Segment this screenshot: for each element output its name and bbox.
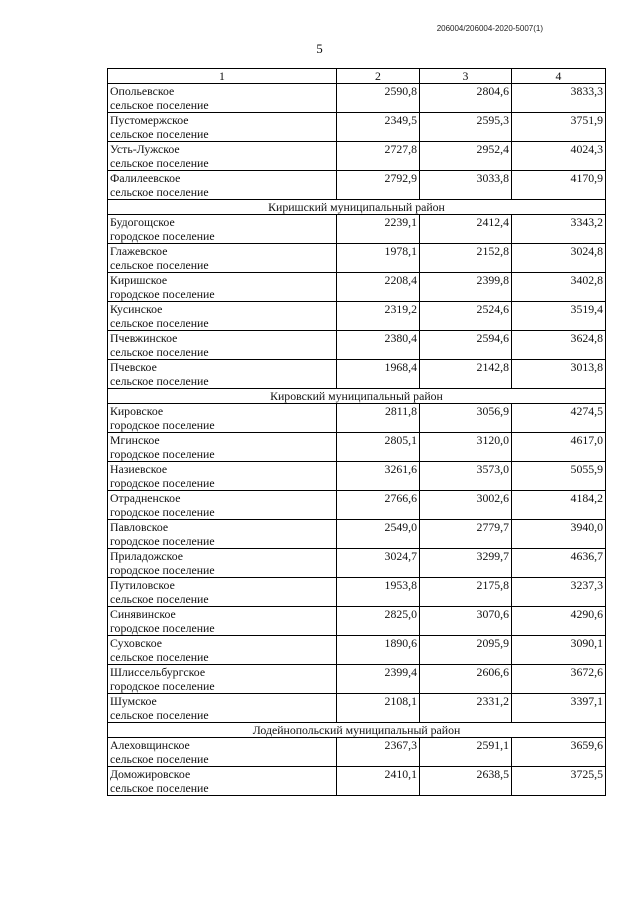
value-cell-col3: 3573,0 (420, 462, 512, 491)
table-row (108, 636, 606, 665)
settlement-name-cell (108, 142, 337, 171)
settlement-type: городское поселение (110, 534, 215, 548)
value-cell-col2: 2549,0 (337, 520, 420, 549)
settlement-name-cell (108, 302, 337, 331)
settlement-type: городское поселение (110, 229, 215, 243)
settlement-name: Приладожское (110, 549, 184, 563)
settlement-name-cell (108, 331, 337, 360)
value-cell-col3: 2591,1 (420, 738, 512, 767)
settlement-name: Отрадненское (110, 491, 181, 505)
settlement-name: Фалилеевское (110, 171, 181, 185)
settlement-name: Пчевжинское (110, 331, 178, 345)
table-row (108, 360, 606, 389)
value-cell-col3: 3299,7 (420, 549, 512, 578)
value-cell-col2: 2792,9 (337, 171, 420, 200)
value-cell-col3: 3033,8 (420, 171, 512, 200)
table-row (108, 404, 606, 433)
value-cell-col2: 2811,8 (337, 404, 420, 433)
settlement-type: сельское поселение (110, 127, 209, 141)
table-row (108, 520, 606, 549)
page-number: 5 (316, 41, 323, 56)
table-row (108, 462, 606, 491)
value-cell-col3: 2331,2 (420, 694, 512, 723)
value-cell-col3: 2594,6 (420, 331, 512, 360)
document-id: 206004/206004-2020-5007(1) (436, 24, 543, 33)
value-cell-col4: 4024,3 (512, 142, 606, 171)
table-row (108, 142, 606, 171)
value-cell-col4: 3237,3 (512, 578, 606, 607)
settlement-name-cell (108, 491, 337, 520)
value-cell-col2: 1978,1 (337, 244, 420, 273)
settlement-name: Усть-Лужское (110, 142, 180, 156)
table-row (108, 578, 606, 607)
settlement-name: Пустомержское (110, 113, 189, 127)
settlement-type: городское поселение (110, 447, 215, 461)
value-cell-col4: 3397,1 (512, 694, 606, 723)
settlement-name: Путиловское (110, 578, 175, 592)
value-cell-col2: 2239,1 (337, 215, 420, 244)
settlement-name: Доможировское (110, 767, 191, 781)
settlement-name-cell (108, 607, 337, 636)
value-cell-col4: 4184,2 (512, 491, 606, 520)
value-cell-col4: 3725,5 (512, 767, 606, 796)
settlement-name-cell (108, 636, 337, 665)
value-cell-col4: 4290,6 (512, 607, 606, 636)
settlement-name: Назиевское (110, 462, 168, 476)
value-cell-col3: 3002,6 (420, 491, 512, 520)
settlement-name-cell (108, 404, 337, 433)
settlement-type: городское поселение (110, 563, 215, 577)
settlement-name-cell (108, 433, 337, 462)
settlement-name: Будогощское (110, 215, 175, 229)
table-row (108, 113, 606, 142)
settlement-name-cell (108, 113, 337, 142)
value-cell-col2: 2108,1 (337, 694, 420, 723)
table-row (108, 738, 606, 767)
data-table (107, 68, 606, 796)
value-cell-col4: 3751,9 (512, 113, 606, 142)
table-row (108, 665, 606, 694)
table-row (108, 694, 606, 723)
value-cell-col3: 2779,7 (420, 520, 512, 549)
value-cell-col3: 2606,6 (420, 665, 512, 694)
value-cell-col3: 2399,8 (420, 273, 512, 302)
settlement-name-cell (108, 462, 337, 491)
settlement-type: сельское поселение (110, 650, 209, 664)
value-cell-col4: 4274,5 (512, 404, 606, 433)
value-cell-col2: 2727,8 (337, 142, 420, 171)
value-cell-col3: 2595,3 (420, 113, 512, 142)
settlement-type: городское поселение (110, 621, 215, 635)
table-row (108, 171, 606, 200)
table-row (108, 244, 606, 273)
settlement-type: городское поселение (110, 287, 215, 301)
settlement-name: Алеховщинское (110, 738, 190, 752)
value-cell-col3: 2412,4 (420, 215, 512, 244)
settlement-name-cell (108, 171, 337, 200)
value-cell-col2: 2825,0 (337, 607, 420, 636)
settlement-type: сельское поселение (110, 592, 209, 606)
value-cell-col4: 3624,8 (512, 331, 606, 360)
value-cell-col4: 3013,8 (512, 360, 606, 389)
settlement-name-cell (108, 273, 337, 302)
value-cell-col3: 2152,8 (420, 244, 512, 273)
settlement-name: Шумское (110, 694, 157, 708)
district-header-row (108, 200, 606, 215)
settlement-type: сельское поселение (110, 708, 209, 722)
settlement-name: Синявинское (110, 607, 176, 621)
settlement-name: Пчевское (110, 360, 157, 374)
settlement-name-cell (108, 360, 337, 389)
settlement-name: Мгинское (110, 433, 160, 447)
column-header: 1 (108, 69, 337, 84)
settlement-type: сельское поселение (110, 156, 209, 170)
settlement-name: Опольевское (110, 84, 175, 98)
table-row (108, 433, 606, 462)
value-cell-col2: 2399,4 (337, 665, 420, 694)
value-cell-col2: 2805,1 (337, 433, 420, 462)
settlement-type: сельское поселение (110, 374, 209, 388)
value-cell-col3: 3056,9 (420, 404, 512, 433)
settlement-name-cell (108, 549, 337, 578)
value-cell-col2: 2380,4 (337, 331, 420, 360)
table-row (108, 767, 606, 796)
settlement-name-cell (108, 694, 337, 723)
value-cell-col3: 2952,4 (420, 142, 512, 171)
value-cell-col3: 2524,6 (420, 302, 512, 331)
value-cell-col3: 3070,6 (420, 607, 512, 636)
settlement-type: сельское поселение (110, 781, 209, 795)
table-row (108, 491, 606, 520)
value-cell-col4: 3659,6 (512, 738, 606, 767)
table-row (108, 215, 606, 244)
settlement-name: Кировское (110, 404, 164, 418)
settlement-type: сельское поселение (110, 98, 209, 112)
value-cell-col2: 1890,6 (337, 636, 420, 665)
table-header-row (108, 69, 606, 84)
value-cell-col3: 2142,8 (420, 360, 512, 389)
settlement-name-cell (108, 578, 337, 607)
value-cell-col4: 3940,0 (512, 520, 606, 549)
settlement-name: Глажевское (110, 244, 168, 258)
value-cell-col4: 3024,8 (512, 244, 606, 273)
value-cell-col4: 3519,4 (512, 302, 606, 331)
district-title: Киришский муниципальный район (108, 200, 606, 215)
value-cell-col2: 3261,6 (337, 462, 420, 491)
table-row (108, 549, 606, 578)
district-title: Лодейнопольский муниципальный район (108, 723, 606, 738)
settlement-type: сельское поселение (110, 258, 209, 272)
district-title: Кировский муниципальный район (108, 389, 606, 404)
settlement-type: городское поселение (110, 418, 215, 432)
value-cell-col4: 3672,6 (512, 665, 606, 694)
settlement-type: сельское поселение (110, 316, 209, 330)
table-row (108, 607, 606, 636)
value-cell-col4: 3833,3 (512, 84, 606, 113)
settlement-name-cell (108, 738, 337, 767)
settlement-type: сельское поселение (110, 345, 209, 359)
value-cell-col2: 2208,4 (337, 273, 420, 302)
value-cell-col2: 2367,3 (337, 738, 420, 767)
value-cell-col4: 3402,8 (512, 273, 606, 302)
column-header: 4 (512, 69, 606, 84)
settlement-name: Шлиссельбургское (110, 665, 206, 679)
value-cell-col2: 2410,1 (337, 767, 420, 796)
value-cell-col2: 1953,8 (337, 578, 420, 607)
value-cell-col4: 4617,0 (512, 433, 606, 462)
district-header-row (108, 723, 606, 738)
table-row (108, 302, 606, 331)
settlement-name: Киришское (110, 273, 168, 287)
settlement-type: городское поселение (110, 476, 215, 490)
settlement-name: Павловское (110, 520, 169, 534)
value-cell-col2: 2349,5 (337, 113, 420, 142)
value-cell-col3: 2095,9 (420, 636, 512, 665)
value-cell-col2: 2319,2 (337, 302, 420, 331)
settlement-name-cell (108, 215, 337, 244)
value-cell-col3: 2175,8 (420, 578, 512, 607)
settlement-name-cell (108, 520, 337, 549)
value-cell-col3: 3120,0 (420, 433, 512, 462)
settlement-type: городское поселение (110, 679, 215, 693)
settlement-name-cell (108, 665, 337, 694)
value-cell-col4: 4636,7 (512, 549, 606, 578)
column-header: 2 (337, 69, 420, 84)
table-row (108, 84, 606, 113)
settlement-name: Кусинское (110, 302, 163, 316)
value-cell-col3: 2804,6 (420, 84, 512, 113)
column-header: 3 (420, 69, 512, 84)
value-cell-col2: 3024,7 (337, 549, 420, 578)
value-cell-col2: 1968,4 (337, 360, 420, 389)
settlement-type: сельское поселение (110, 185, 209, 199)
table-row (108, 331, 606, 360)
table-row (108, 273, 606, 302)
settlement-type: городское поселение (110, 505, 215, 519)
value-cell-col4: 3343,2 (512, 215, 606, 244)
value-cell-col2: 2766,6 (337, 491, 420, 520)
value-cell-col4: 3090,1 (512, 636, 606, 665)
settlement-name-cell (108, 244, 337, 273)
value-cell-col4: 4170,9 (512, 171, 606, 200)
settlement-name-cell (108, 84, 337, 113)
settlement-type: сельское поселение (110, 752, 209, 766)
district-header-row (108, 389, 606, 404)
value-cell-col4: 5055,9 (512, 462, 606, 491)
value-cell-col3: 2638,5 (420, 767, 512, 796)
settlement-name: Суховское (110, 636, 162, 650)
table-body (108, 69, 606, 796)
settlement-name-cell (108, 767, 337, 796)
value-cell-col2: 2590,8 (337, 84, 420, 113)
